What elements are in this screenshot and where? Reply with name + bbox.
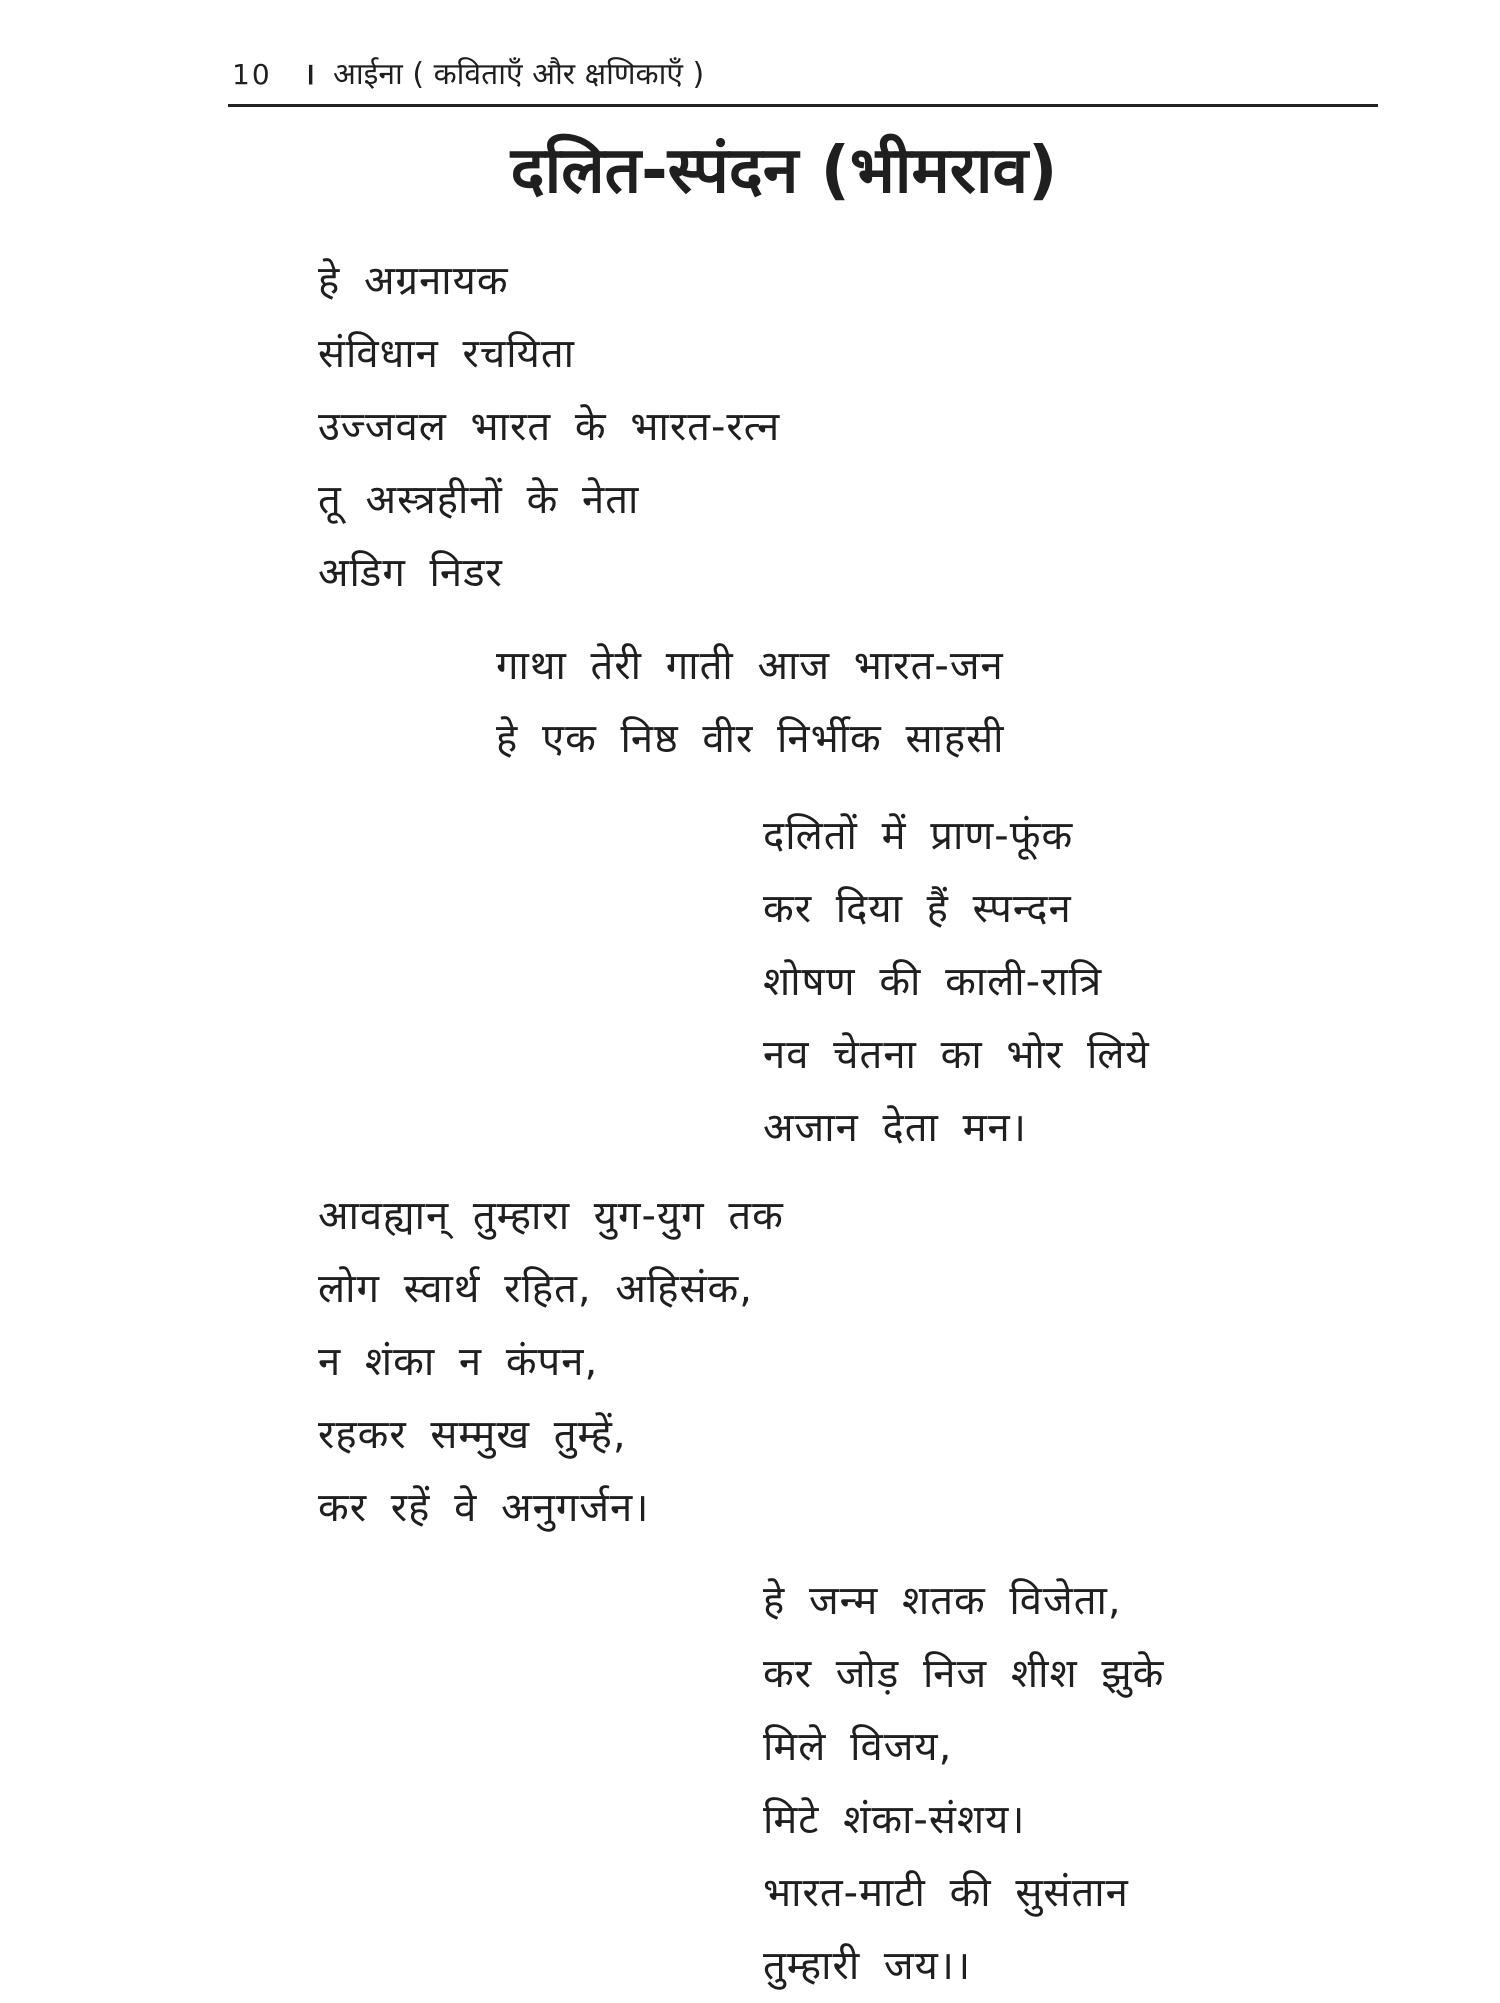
running-header [232,50,1372,106]
poem-line: तुम्हारी जय।। [763,1943,972,1989]
poem-line: कर रहें वे अनुगर्जन। [318,1485,650,1531]
stanza-3 [763,800,1150,1165]
poem-line: अजान देता मन। [763,1105,1027,1151]
poem-line: उज्जवल भारत के भारत-रत्न [318,404,781,450]
poem-line: हे एक निष्ठ वीर निर्भीक साहसी [496,716,1005,762]
poem-line: शोषण की काली-रात्रि [763,959,1103,1005]
stanza-1 [318,245,780,610]
poem-line: रहकर सम्मुख तुम्हें, [318,1412,627,1458]
poem-title: दलित-स्पंदन (भीमराव) [510,134,1058,208]
poem-line: कर जोड़ निज शीश झुके [763,1651,1165,1697]
poem-line: भारत-माटी की सुसंतान [763,1870,1129,1916]
poem-line: नव चेतना का भोर लिये [763,1032,1150,1078]
poem-line: न शंका न कंपन, [318,1339,599,1385]
poem-line: तू अस्त्रहीनों के नेता [318,477,640,523]
poem-line: अडिग निडर [318,550,503,596]
poem-line: मिटे शंका-संशय। [763,1797,1026,1843]
stanza-2 [496,630,1005,776]
poem-line: लोग स्वार्थ रहित, अहिसंक, [318,1266,753,1312]
stanza-5 [763,1565,1164,2003]
poem-line: संविधान रचयिता [318,331,575,377]
poem-line: गाथा तेरी गाती आज भारत-जन [496,643,1004,689]
poem-line: हे अग्रनायक [318,258,509,304]
page-number: 10 [232,58,272,91]
header-rule [228,104,1378,107]
poem-line: कर दिया हैं स्पन्दन [763,886,1072,932]
header-separator: । [303,57,316,92]
poem-line: आवह्यान् तुम्हारा युग-युग तक [318,1193,784,1239]
stanza-4 [318,1180,784,1545]
poem-line: मिले विजय, [763,1724,953,1770]
poem-line: दलितों में प्राण-फूंक [763,813,1074,859]
poem-line: हे जन्म शतक विजेता, [763,1578,1122,1624]
book-title: आईना ( कविताएँ और क्षणिकाएँ ) [333,57,705,92]
